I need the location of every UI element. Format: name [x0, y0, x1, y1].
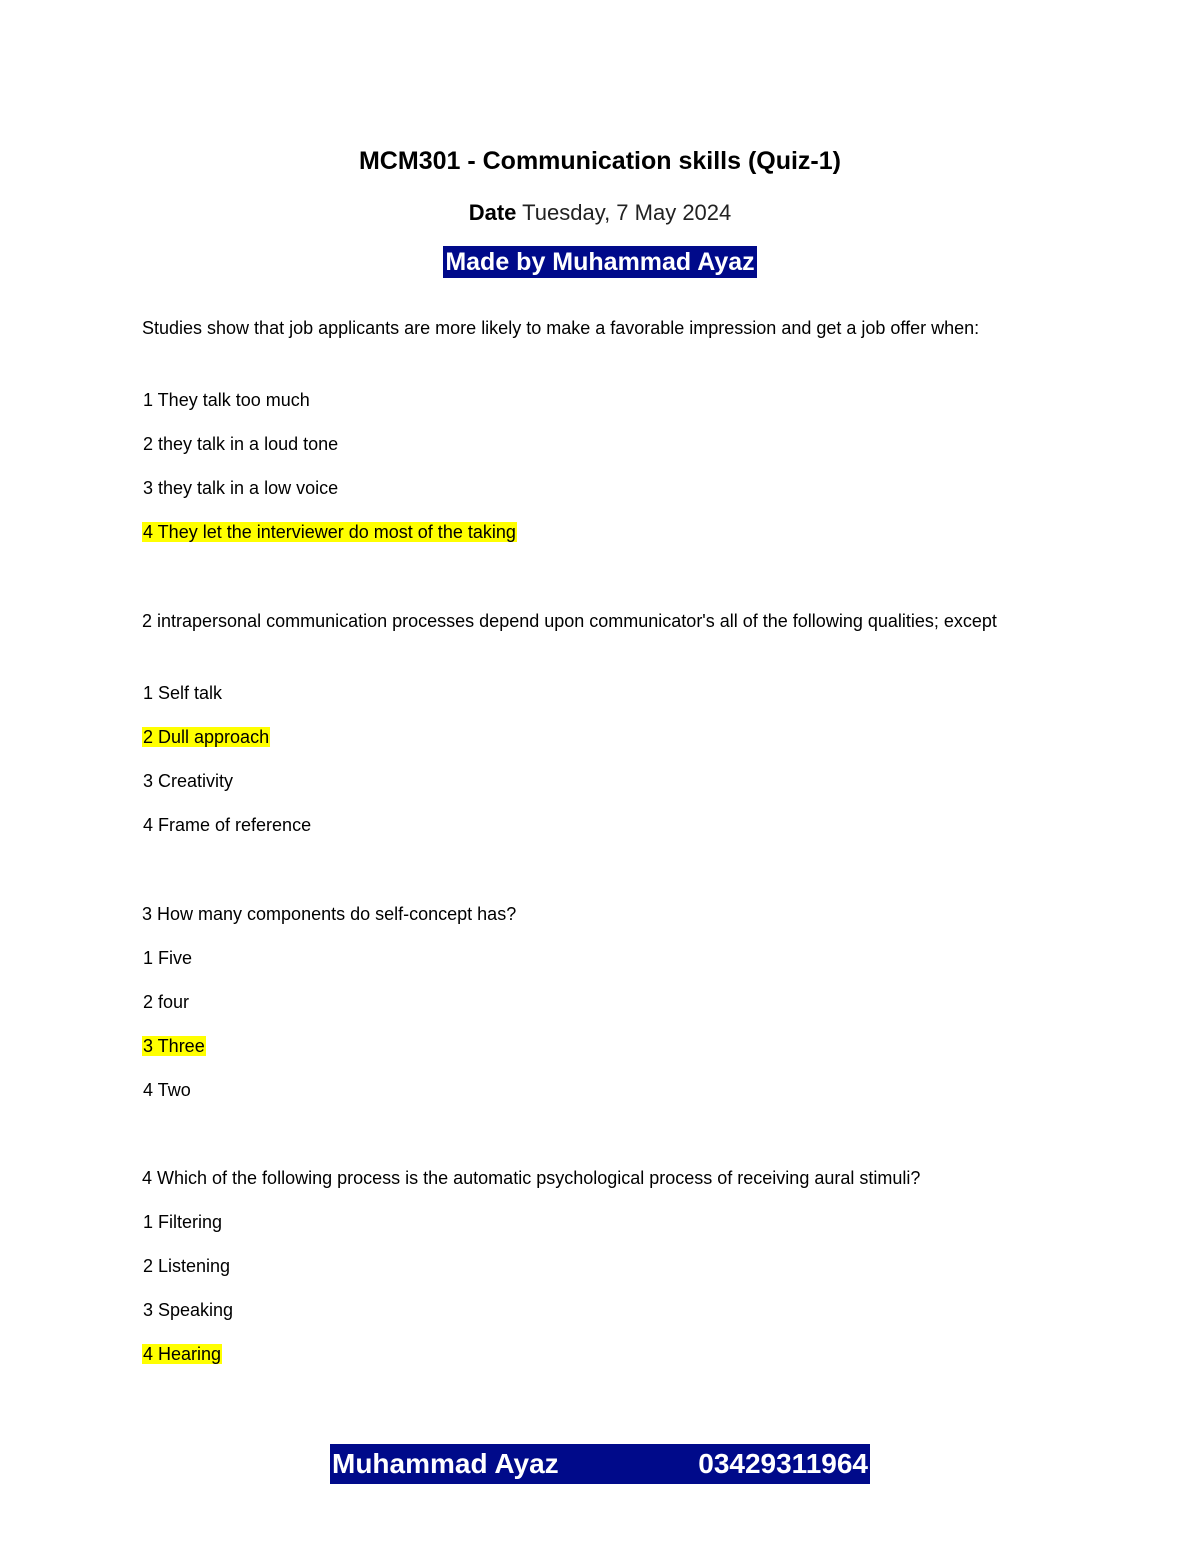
- option-3: [142, 767, 1042, 811]
- footer-name: Muhammad Ayaz: [332, 1448, 559, 1479]
- option-4: [142, 811, 1042, 855]
- page-title: MCM301 - Communication skills (Quiz-1): [358, 147, 841, 175]
- question-2: [142, 607, 1042, 855]
- option-2: [142, 1252, 1042, 1296]
- option-label: 3 they talk in a low voice: [143, 478, 339, 498]
- question-4: [142, 1164, 1042, 1384]
- option-label: 3 Creativity: [143, 771, 234, 791]
- option-label: 3 Three: [143, 1036, 205, 1056]
- date-line: [0, 198, 1200, 228]
- option-3: [142, 474, 1042, 518]
- footer-phone: 03429311964: [698, 1448, 868, 1479]
- option-4: [142, 1076, 1042, 1120]
- option-2-correct: [142, 723, 1042, 767]
- options-list: [142, 679, 1042, 855]
- question-text: 3 How many components do self-concept has?: [142, 904, 517, 924]
- option-3-correct: [142, 1032, 1042, 1076]
- date-value: Tuesday, 7 May 2024: [522, 200, 732, 225]
- footer-banner: [330, 1444, 870, 1484]
- options-list: [142, 944, 1042, 1120]
- option-label: 2 Dull approach: [143, 727, 270, 747]
- option-4-correct: [142, 1340, 1042, 1384]
- author-banner: Made by Muhammad Ayaz: [445, 248, 755, 276]
- option-label: 4 Frame of reference: [143, 815, 312, 835]
- question-1: [142, 314, 1042, 562]
- question-text: 2 intrapersonal communication processes depend upon communicator's all of the following qualities; except: [142, 611, 997, 631]
- option-label: 4 Two: [143, 1080, 191, 1100]
- option-label: 2 they talk in a loud tone: [143, 434, 339, 454]
- option-label: 2 Listening: [143, 1256, 231, 1276]
- option-label: 1 Filtering: [143, 1212, 223, 1232]
- option-label: 4 They let the interviewer do most of the taking: [143, 522, 516, 542]
- option-1: [142, 1208, 1042, 1252]
- option-label: 1 Five: [143, 948, 193, 968]
- option-1: [142, 679, 1042, 723]
- option-2: [142, 430, 1042, 474]
- option-4-correct: [142, 518, 1042, 562]
- option-1: [142, 386, 1042, 430]
- question-text: Studies show that job applicants are more likely to make a favorable impression and get a job offer when:: [142, 318, 980, 338]
- question-3: [142, 900, 1042, 1120]
- option-label: 1 Self talk: [143, 683, 223, 703]
- option-label: 2 four: [143, 992, 190, 1012]
- question-text: 4 Which of the following process is the automatic psychological process of receiving aural stimuli?: [142, 1168, 921, 1188]
- option-label: 3 Speaking: [143, 1300, 234, 1320]
- author-banner-wrap: [0, 246, 1200, 278]
- option-2: [142, 988, 1042, 1032]
- options-list: [142, 386, 1042, 562]
- option-1: [142, 944, 1042, 988]
- option-3: [142, 1296, 1042, 1340]
- option-label: 4 Hearing: [143, 1344, 222, 1364]
- option-label: 1 They talk too much: [143, 390, 310, 410]
- date-label: Date: [468, 200, 517, 225]
- options-list: [142, 1208, 1042, 1384]
